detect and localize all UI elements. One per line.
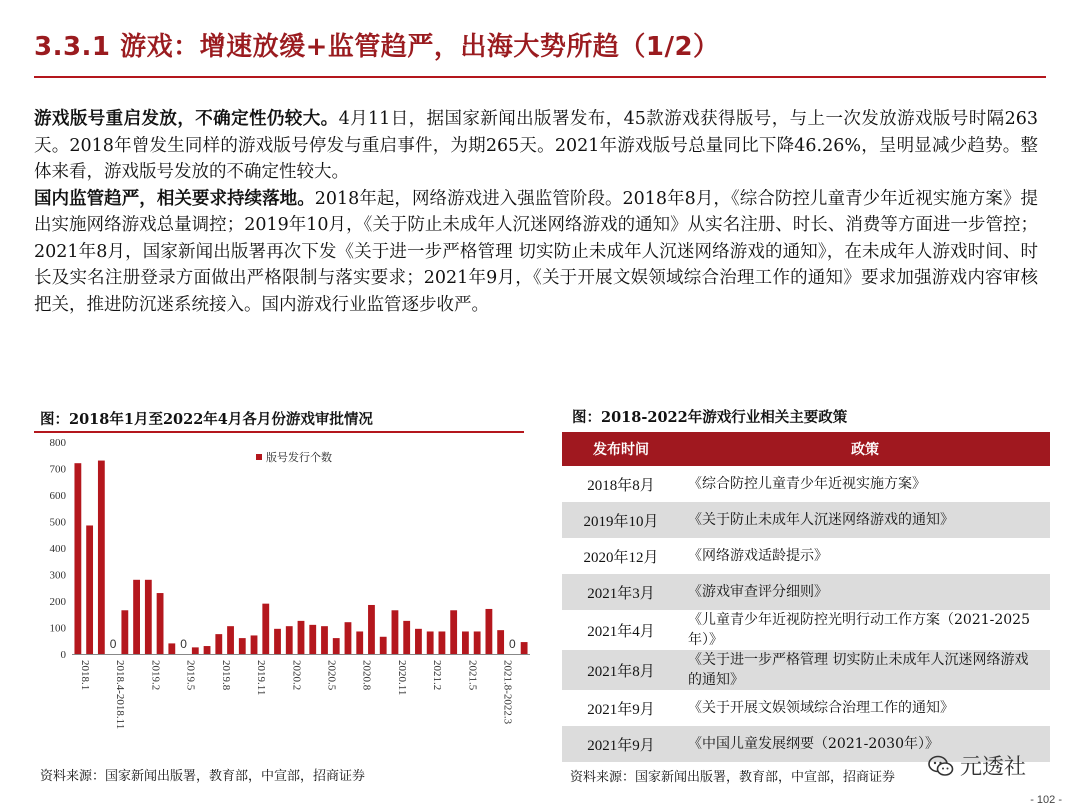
bar xyxy=(274,629,281,654)
table-row xyxy=(562,502,1050,538)
table-caption: 图：2018-2022年游戏行业相关主要政策 xyxy=(572,409,848,426)
x-tick-label: 2018.1 xyxy=(78,660,91,691)
bar xyxy=(145,580,152,654)
row-date: 2020年12月 xyxy=(583,549,659,566)
wechat-icon xyxy=(928,755,954,777)
bar xyxy=(380,637,387,654)
x-tick-label: 2018.4-2018.11 xyxy=(114,660,127,730)
bar xyxy=(450,610,457,654)
zero-value-label: 0 xyxy=(109,637,117,651)
bar xyxy=(204,646,211,654)
x-tick-label: 2021.2 xyxy=(431,660,444,691)
page-title: 3.3.1 游戏：增速放缓+监管趋严，出海大势所趋（1/2） xyxy=(34,32,720,62)
legend-swatch xyxy=(256,454,262,460)
row-date: 2019年10月 xyxy=(562,502,680,538)
x-tick-label: 2019.5 xyxy=(184,660,197,691)
bar xyxy=(298,621,305,654)
approval-bar-chart xyxy=(34,434,534,760)
bar xyxy=(309,625,316,654)
bar xyxy=(368,605,375,654)
row-policy: 《儿童青少年近视防控光明行动工作方案（2021-2025年）》 xyxy=(688,612,1030,648)
y-tick-label: 200 xyxy=(49,596,66,608)
bar xyxy=(215,634,222,654)
chart-caption: 图：2018年1月至2022年4月各月份游戏审批情况 xyxy=(40,411,373,428)
legend-label: 版号发行个数 xyxy=(266,451,332,464)
row-date: 2021年4月 xyxy=(587,623,655,640)
bars xyxy=(74,461,527,654)
bar xyxy=(227,626,234,654)
y-tick-label: 800 xyxy=(49,437,66,449)
bar xyxy=(121,610,128,654)
y-tick-label: 600 xyxy=(49,490,66,502)
row-policy: 《中国儿童发展纲要（2021-2030年）》 xyxy=(680,726,1050,762)
body-text xyxy=(34,106,1038,318)
row-policy: 《关于进一步严格管理 切实防止未成年人沉迷网络游戏的通知》 xyxy=(680,650,1050,690)
bar xyxy=(168,643,175,654)
bar xyxy=(239,638,246,654)
y-tick-label: 0 xyxy=(60,649,66,661)
table-header-row xyxy=(562,432,1050,466)
paragraph-regulation xyxy=(34,186,1038,319)
paragraph-regulation-text: 2018年起，网络游戏进入强监管阶段。2018年8月，《综合防控儿童青少年近视实施方案》提出实施网络游戏总量调控；2019年10月，《关于防止未成年人沉迷网络游戏的通知》从实名注册、时长、消费等方面进一步管控；2021年8月，国家新闻出版署再次下发《关于进一步严格管理 切实防止未成年人沉迷网络游戏的通知》，在未成年人游戏时间、时长及实名注册登录方面做出严格限制与落实要求；2021年9月，《关于开展文娱领域综合治理工作的通知》要求加强游戏内容审核把关，推进防沉迷系统接入。国内游戏行业监管逐步收严。 xyxy=(34,188,1038,315)
y-tick-label: 400 xyxy=(49,543,66,555)
bar xyxy=(333,638,340,654)
y-tick-label: 500 xyxy=(49,516,66,529)
bar xyxy=(485,609,492,654)
bar xyxy=(415,629,422,654)
x-tick-label: 2020.5 xyxy=(325,660,338,691)
y-tick-label: 300 xyxy=(49,569,66,582)
table-row xyxy=(562,690,1050,726)
header-policy: 政策 xyxy=(680,432,1050,466)
bar xyxy=(403,621,410,654)
bar xyxy=(345,622,352,654)
table-row xyxy=(562,650,1050,690)
title-divider xyxy=(34,76,1046,78)
bar xyxy=(356,631,363,654)
x-tick-label: 2020.2 xyxy=(290,660,303,691)
bar xyxy=(392,610,399,654)
bar xyxy=(251,635,258,654)
header-date: 发布时间 xyxy=(562,432,680,466)
paragraph-license-text: 4月11日，据国家新闻出版署发布，45款游戏获得版号，与上一次发放游戏版号时隔263天。2018年曾发生同样的游戏版号停发与重启事件，为期265天。2021年游戏版号总量同比下降46.26%，呈明显减少趋势。整体来看，游戏版号发放的不确定性较大。 xyxy=(34,109,1038,182)
table-row xyxy=(562,610,1050,650)
row-policy: 《关于防止未成年人沉迷网络游戏的通知》 xyxy=(680,502,1050,538)
zero-value-label: 0 xyxy=(509,637,516,651)
bar xyxy=(474,631,481,654)
chart-caption-divider xyxy=(34,431,524,433)
bar xyxy=(286,626,293,654)
x-tick-label: 2020.8 xyxy=(360,660,373,691)
y-tick-label: 700 xyxy=(49,463,66,476)
row-date: 2021年8月 xyxy=(562,650,680,690)
legend xyxy=(256,450,332,464)
bar xyxy=(521,642,528,654)
bar xyxy=(74,463,81,654)
x-tick-label: 2021.8-2022.3 xyxy=(501,660,514,725)
bar xyxy=(497,630,504,654)
watermark-text: 元透社 xyxy=(960,755,1027,780)
bar xyxy=(133,580,140,654)
table-source: 资料来源：国家新闻出版署，教育部，中宣部，招商证券 xyxy=(570,770,896,785)
paragraph-regulation-lead: 国内监管趋严，相关要求持续落地。 xyxy=(34,188,315,209)
x-tick-label: 2020.11 xyxy=(395,660,408,696)
row-policy: 《关于开展文娱领域综合治理工作的通知》 xyxy=(688,700,954,716)
x-tick-label: 2019.2 xyxy=(149,660,162,691)
table-row xyxy=(562,466,1050,502)
watermark xyxy=(928,750,1026,781)
bar xyxy=(439,631,446,654)
row-date: 2018年8月 xyxy=(587,477,655,494)
zero-value-label: 0 xyxy=(180,637,187,651)
bar xyxy=(98,461,105,654)
page-number: - 102 - xyxy=(1030,794,1062,806)
row-date: 2021年9月 xyxy=(587,701,655,718)
paragraph-license xyxy=(34,106,1038,186)
bar xyxy=(321,626,328,654)
x-axis xyxy=(79,660,514,729)
row-date: 2021年9月 xyxy=(562,726,680,762)
x-tick-label: 2019.11 xyxy=(255,660,268,696)
bar xyxy=(157,593,164,654)
row-policy: 《综合防控儿童青少年近视实施方案》 xyxy=(688,476,926,492)
bar xyxy=(462,631,469,654)
bar xyxy=(192,647,199,654)
row-policy: 《网络游戏适龄提示》 xyxy=(688,548,828,564)
bar xyxy=(427,631,434,654)
row-policy: 《游戏审查评分细则》 xyxy=(680,574,1050,610)
policy-table xyxy=(562,432,1050,762)
bar xyxy=(262,604,269,654)
table-row xyxy=(562,538,1050,574)
y-tick-label: 100 xyxy=(49,622,66,635)
paragraph-license-lead: 游戏版号重启发放，不确定性仍较大。 xyxy=(34,109,339,129)
x-tick-label: 2019.8 xyxy=(219,660,232,691)
row-date: 2021年3月 xyxy=(562,574,680,610)
x-tick-label: 2021.5 xyxy=(466,660,479,691)
table-row xyxy=(562,574,1050,610)
chart-source: 资料来源：国家新闻出版署，教育部，中宣部，招商证券 xyxy=(40,769,366,784)
bar xyxy=(86,525,93,654)
